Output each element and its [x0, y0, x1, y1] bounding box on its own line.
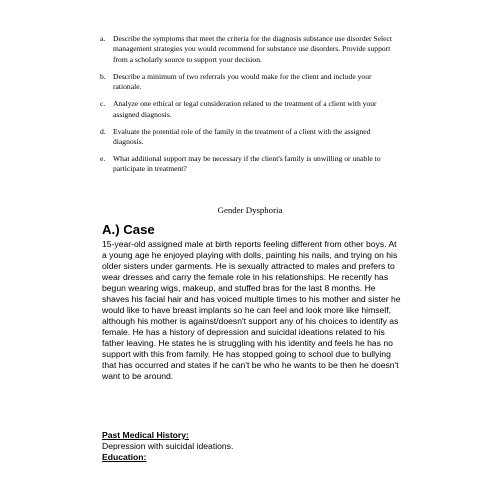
past-medical-history-value: Depression with suicidal ideations.: [102, 441, 234, 451]
question-text: Evaluate the potential role of the family in the treatment of a client with the assigned diagnosis.: [113, 126, 371, 147]
question-item: [100, 34, 400, 65]
history-block: [102, 430, 402, 463]
section-title: Gender Dysphoria: [217, 205, 283, 215]
case-heading: A.) Case: [102, 222, 155, 237]
question-marker: e.: [100, 154, 106, 164]
question-text: Describe the symptoms that meet the criteria for the diagnosis substance use disorder Select management strategies you would recommend for substance use disorders. Provide support from a scholarly source to support your decision.: [113, 34, 392, 64]
question-marker: b.: [100, 71, 106, 81]
question-marker: d.: [100, 126, 106, 136]
question-text: Describe a minimum of two referrals you would make for the client and include your rationale.: [113, 71, 372, 92]
question-marker: a.: [100, 34, 106, 43]
question-text: What additional support may be necessary if the client's family is unwilling or unable to participate in treatment?: [113, 154, 381, 174]
question-item: [100, 99, 400, 120]
case-body: 15-year-old assigned male at birth reports feeling different from other boys. At a young age he enjoyed playing with dolls, painting his nails, and trying on his older sisters under garments. He is sexually attracted to males and prefers to wear dresses and carry the female role in his relationships. He recently has begun wearing wigs, makeup, and stuffed bras for the last 8 months. He shaves his facial hair and has voiced multiple times to his mother and sister he would like to have breast implants so he can feel and look more like himself, although his mother is against/doesn't support any of his choices to identify as female. He has a history of depression and suicidal ideations related to his father leaving. He states he is struggling with his identity and feels he has no support with this from family. He has stopped going to school due to bullying that has occurred and states if he can't be who he wants to be then he doesn't want to be around.: [102, 239, 401, 381]
question-text: Analyze one ethical or legal consideration related to the treatment of a client with your assigned diagnosis.: [113, 99, 377, 119]
question-list: [100, 34, 400, 181]
past-medical-history-label: Past Medical History:: [102, 430, 189, 440]
question-item: [100, 127, 400, 148]
education-label: Education:: [102, 452, 147, 462]
question-item: [100, 72, 400, 93]
question-item: [100, 154, 400, 175]
question-marker: c.: [100, 99, 106, 109]
